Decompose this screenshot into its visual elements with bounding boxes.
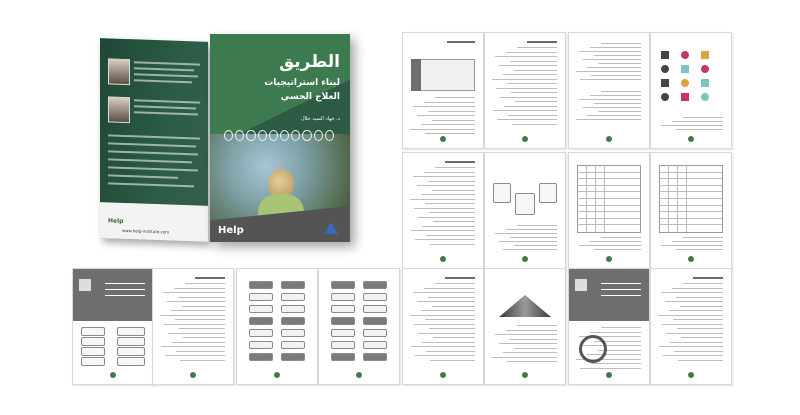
page-logo-icon <box>440 372 446 378</box>
text-line <box>413 176 475 177</box>
sense-icon <box>258 130 267 141</box>
text-line <box>580 368 641 369</box>
text-line <box>425 203 475 204</box>
diagram-box <box>249 281 273 289</box>
diagram-box <box>363 353 387 361</box>
text-line <box>417 185 475 186</box>
back-brand-label: Help <box>108 217 124 225</box>
text-line <box>424 102 475 103</box>
book-subtitle-line1: لبناء استراتيجيات <box>264 78 340 88</box>
text-line <box>579 245 641 246</box>
diagram-box <box>81 357 105 366</box>
back-text-line <box>134 111 198 115</box>
text-line <box>496 88 557 89</box>
text-line <box>495 233 557 234</box>
text-line <box>426 235 475 236</box>
shape-glyph <box>701 51 709 59</box>
text-line <box>424 172 475 173</box>
text-line <box>418 333 475 334</box>
back-text-line <box>108 166 198 171</box>
text-line <box>160 315 225 316</box>
text-line <box>180 360 225 361</box>
page-logo-icon <box>356 372 362 378</box>
book-back-cover <box>100 38 208 242</box>
text-line <box>676 129 723 130</box>
text-line <box>587 67 641 68</box>
text-line <box>672 288 723 289</box>
text-line <box>601 91 641 92</box>
diagram-box <box>281 317 305 325</box>
text-line <box>492 357 557 358</box>
text-line <box>666 333 723 334</box>
text-line <box>418 217 475 218</box>
page-logo-icon <box>606 136 612 142</box>
text-line <box>422 226 475 227</box>
text-line <box>415 239 475 240</box>
text-line <box>511 92 557 93</box>
back-text-line <box>108 182 194 187</box>
table-rule <box>668 165 669 232</box>
text-line <box>576 71 641 72</box>
diagram-box <box>281 281 305 289</box>
text-line <box>428 181 475 182</box>
text-line <box>590 332 641 333</box>
book-page <box>568 152 650 269</box>
page-logo-icon <box>522 372 528 378</box>
diagram-box <box>117 357 145 366</box>
diagram-box <box>363 341 387 349</box>
text-line <box>514 348 557 349</box>
text-line <box>579 51 641 52</box>
text-line <box>421 194 475 195</box>
back-text-line <box>134 67 194 71</box>
text-line <box>598 111 641 112</box>
page-logo-icon <box>606 256 612 262</box>
text-line <box>663 355 723 356</box>
text-line <box>422 342 475 343</box>
sense-icon <box>269 130 278 141</box>
page-logo-icon <box>440 256 446 262</box>
book-front-cover <box>210 34 350 242</box>
text-line <box>413 292 475 293</box>
sense-icon <box>325 130 334 141</box>
text-line <box>601 237 641 238</box>
text-line <box>507 83 557 84</box>
text-line <box>495 56 557 57</box>
table-rule <box>677 165 678 232</box>
page-heading <box>447 41 475 43</box>
text-line <box>161 346 225 347</box>
text-line <box>517 325 557 326</box>
table-rule <box>604 165 605 232</box>
text-line <box>590 47 641 48</box>
chapter-title-line <box>105 295 145 296</box>
page-logo-icon <box>606 372 612 378</box>
text-line <box>514 70 557 71</box>
text-line <box>579 99 641 100</box>
text-line <box>429 212 475 213</box>
text-line <box>601 327 641 328</box>
text-line <box>681 337 723 338</box>
text-line <box>680 306 723 307</box>
author-portrait-2 <box>108 96 130 123</box>
text-line <box>594 249 641 250</box>
text-line <box>503 249 557 250</box>
shape-glyph <box>661 51 669 59</box>
book-author: د. جهاد السيد جلال <box>301 116 340 122</box>
diagram-box <box>281 305 305 313</box>
sense-icon <box>302 130 311 141</box>
chapter-title-line <box>601 295 641 296</box>
text-line <box>514 245 557 246</box>
text-line <box>432 120 475 121</box>
book-page <box>650 32 732 149</box>
back-text-line <box>108 158 192 163</box>
text-line <box>669 310 723 311</box>
page-heading <box>445 161 475 163</box>
text-line <box>417 115 475 116</box>
shape-glyph <box>701 93 709 101</box>
diagram-box <box>117 337 145 346</box>
text-line <box>410 129 475 130</box>
text-line <box>677 328 723 329</box>
text-line <box>183 337 225 338</box>
page-heading <box>195 277 225 279</box>
book-page <box>236 268 318 385</box>
table-rule <box>686 165 687 232</box>
text-line <box>164 324 225 325</box>
diagram-box <box>281 341 305 349</box>
book-title: الطريق <box>278 52 340 72</box>
diagram-box <box>363 293 387 301</box>
page-logo-icon <box>190 372 196 378</box>
text-line <box>591 75 641 76</box>
chapter-number-box <box>79 279 91 291</box>
text-line <box>428 111 475 112</box>
text-line <box>410 315 475 316</box>
text-line <box>174 288 225 289</box>
diagram-box <box>281 293 305 301</box>
book-page <box>72 268 154 385</box>
text-line <box>421 124 475 125</box>
back-text-line <box>134 99 200 103</box>
text-line <box>421 310 475 311</box>
diagram-box <box>331 293 355 301</box>
diagram-box <box>81 327 105 336</box>
book-page <box>402 152 484 269</box>
book-page <box>152 268 234 385</box>
text-line <box>583 59 641 60</box>
page-logo-icon <box>522 256 528 262</box>
text-line <box>429 328 475 329</box>
text-line <box>598 63 641 64</box>
shape-glyph <box>701 79 709 87</box>
shape-glyph <box>661 65 669 73</box>
text-line <box>659 346 723 347</box>
sense-icon <box>280 130 289 141</box>
page-logo-icon <box>688 136 694 142</box>
text-line <box>683 283 723 284</box>
shape-glyph <box>701 65 709 73</box>
text-line <box>499 241 557 242</box>
diagram-box <box>363 329 387 337</box>
text-line <box>601 43 641 44</box>
text-line <box>171 310 225 311</box>
text-line <box>510 339 557 340</box>
text-line <box>165 355 225 356</box>
publisher-logo-icon <box>324 222 338 234</box>
text-line <box>499 343 557 344</box>
book-page <box>650 152 732 269</box>
text-line <box>503 74 557 75</box>
text-line <box>661 125 723 126</box>
back-text-line <box>134 105 196 109</box>
text-line <box>425 133 475 134</box>
author-portrait-1 <box>108 58 130 85</box>
diagram-box <box>249 329 273 337</box>
page-heading <box>693 277 723 279</box>
shape-glyph <box>681 93 689 101</box>
text-line <box>594 103 641 104</box>
text-line <box>576 119 641 120</box>
text-line <box>430 360 475 361</box>
text-line <box>424 288 475 289</box>
text-line <box>515 101 557 102</box>
diagram-box <box>249 305 273 313</box>
chapter-title-line <box>601 289 641 290</box>
book-page <box>402 32 484 149</box>
text-line <box>414 208 475 209</box>
text-line <box>168 333 225 334</box>
text-line <box>672 121 723 122</box>
sense-icon <box>314 130 323 141</box>
diagram-box <box>331 317 355 325</box>
diagram-box <box>249 353 273 361</box>
cycle-diagram <box>579 335 607 363</box>
text-line <box>178 297 225 298</box>
flow-box <box>515 193 535 215</box>
diagram-box <box>363 305 387 313</box>
table-header-cell <box>411 59 421 91</box>
text-line <box>428 297 475 298</box>
text-line <box>517 225 557 226</box>
text-line <box>510 237 557 238</box>
text-line <box>683 237 723 238</box>
text-line <box>506 330 557 331</box>
book-subtitle-line2: العلاج الحسي <box>280 92 340 102</box>
pyramid-diagram <box>499 295 551 317</box>
text-line <box>506 229 557 230</box>
cover-icons-row <box>224 130 334 140</box>
sense-icon <box>291 130 300 141</box>
diagram-box <box>117 347 145 356</box>
page-logo-icon <box>110 372 116 378</box>
text-line <box>673 319 723 320</box>
text-line <box>433 221 475 222</box>
text-line <box>425 319 475 320</box>
text-line <box>417 301 475 302</box>
text-line <box>674 351 723 352</box>
text-line <box>658 315 723 316</box>
text-line <box>590 95 641 96</box>
book-page <box>318 268 400 385</box>
text-line <box>179 328 225 329</box>
book-page <box>650 268 732 385</box>
text-line <box>435 97 475 98</box>
page-logo-icon <box>688 372 694 378</box>
shape-glyph <box>661 93 669 101</box>
sense-icon <box>246 130 255 141</box>
text-line <box>580 79 641 80</box>
text-line <box>591 363 641 364</box>
text-line <box>594 55 641 56</box>
text-line <box>432 306 475 307</box>
text-line <box>185 283 225 284</box>
text-line <box>508 115 557 116</box>
text-line <box>182 306 225 307</box>
diagram-box <box>81 347 105 356</box>
book-page <box>568 32 650 149</box>
text-line <box>504 106 557 107</box>
table-rule <box>595 165 596 232</box>
text-line <box>503 352 557 353</box>
text-line <box>661 245 723 246</box>
text-line <box>410 199 475 200</box>
book-page <box>484 32 566 149</box>
shape-glyph <box>681 51 689 59</box>
text-line <box>432 190 475 191</box>
book-page <box>484 152 566 269</box>
diagram-box <box>331 353 355 361</box>
flow-box <box>493 183 511 203</box>
back-text-line <box>108 150 198 155</box>
book-page <box>484 268 566 385</box>
text-line <box>413 106 475 107</box>
text-line <box>499 65 557 66</box>
text-line <box>411 346 475 347</box>
text-line <box>506 52 557 53</box>
shape-glyph <box>661 79 669 87</box>
text-line <box>678 360 723 361</box>
text-line <box>583 107 641 108</box>
text-line <box>672 241 723 242</box>
diagram-box <box>249 293 273 301</box>
diagram-box <box>331 329 355 337</box>
diagram-box <box>363 281 387 289</box>
diagram-box <box>281 329 305 337</box>
text-line <box>172 342 225 343</box>
book-page <box>568 268 650 385</box>
diagram-box <box>331 341 355 349</box>
diagram-box <box>117 327 145 336</box>
page-logo-icon <box>274 372 280 378</box>
brand-label: Help <box>218 225 244 236</box>
text-line <box>661 292 723 293</box>
page-logo-icon <box>440 136 446 142</box>
text-line <box>512 124 557 125</box>
text-line <box>683 117 723 118</box>
text-line <box>500 97 557 98</box>
sense-icon <box>235 130 244 141</box>
text-line <box>492 79 557 80</box>
back-text-line <box>108 142 196 147</box>
text-line <box>411 230 475 231</box>
website-label: www.help-institute.com <box>122 227 170 235</box>
chapter-number-box <box>575 279 587 291</box>
page-logo-icon <box>522 136 528 142</box>
chapter-title-line <box>601 283 641 284</box>
sense-icon <box>224 130 233 141</box>
diagram-box <box>249 341 273 349</box>
text-line <box>493 110 557 111</box>
back-text-line <box>134 61 200 65</box>
shape-glyph <box>681 65 689 73</box>
chapter-title-line <box>105 283 145 284</box>
table-rule <box>586 165 587 232</box>
diagram-box <box>81 337 105 346</box>
text-line <box>665 301 723 302</box>
text-line <box>176 351 225 352</box>
diagram-box <box>249 317 273 325</box>
page-logo-icon <box>688 256 694 262</box>
text-line <box>587 115 641 116</box>
text-line <box>415 355 475 356</box>
text-line <box>495 334 557 335</box>
text-line <box>435 167 475 168</box>
back-text-line <box>134 73 198 77</box>
text-line <box>414 324 475 325</box>
text-line <box>433 337 475 338</box>
page-heading <box>445 277 475 279</box>
back-cover-footer <box>100 202 208 242</box>
text-line <box>167 301 225 302</box>
text-line <box>430 244 475 245</box>
diagram-box <box>331 305 355 313</box>
text-line <box>426 351 475 352</box>
text-line <box>662 324 723 325</box>
text-line <box>507 361 557 362</box>
text-line <box>510 61 557 62</box>
diagram-box <box>363 317 387 325</box>
back-text-line <box>108 174 178 178</box>
text-line <box>670 342 723 343</box>
back-text-line <box>108 134 200 139</box>
back-text-line <box>134 79 192 83</box>
diagram-box <box>331 281 355 289</box>
text-line <box>676 297 723 298</box>
text-line <box>175 319 225 320</box>
text-line <box>517 47 557 48</box>
text-line <box>497 119 557 120</box>
shape-glyph <box>681 79 689 87</box>
text-line <box>590 241 641 242</box>
text-line <box>435 283 475 284</box>
chapter-title-line <box>105 289 145 290</box>
text-line <box>676 249 723 250</box>
flow-box <box>539 183 557 203</box>
book-page <box>402 268 484 385</box>
diagram-box <box>281 353 305 361</box>
page-heading <box>527 41 557 43</box>
text-line <box>163 292 225 293</box>
